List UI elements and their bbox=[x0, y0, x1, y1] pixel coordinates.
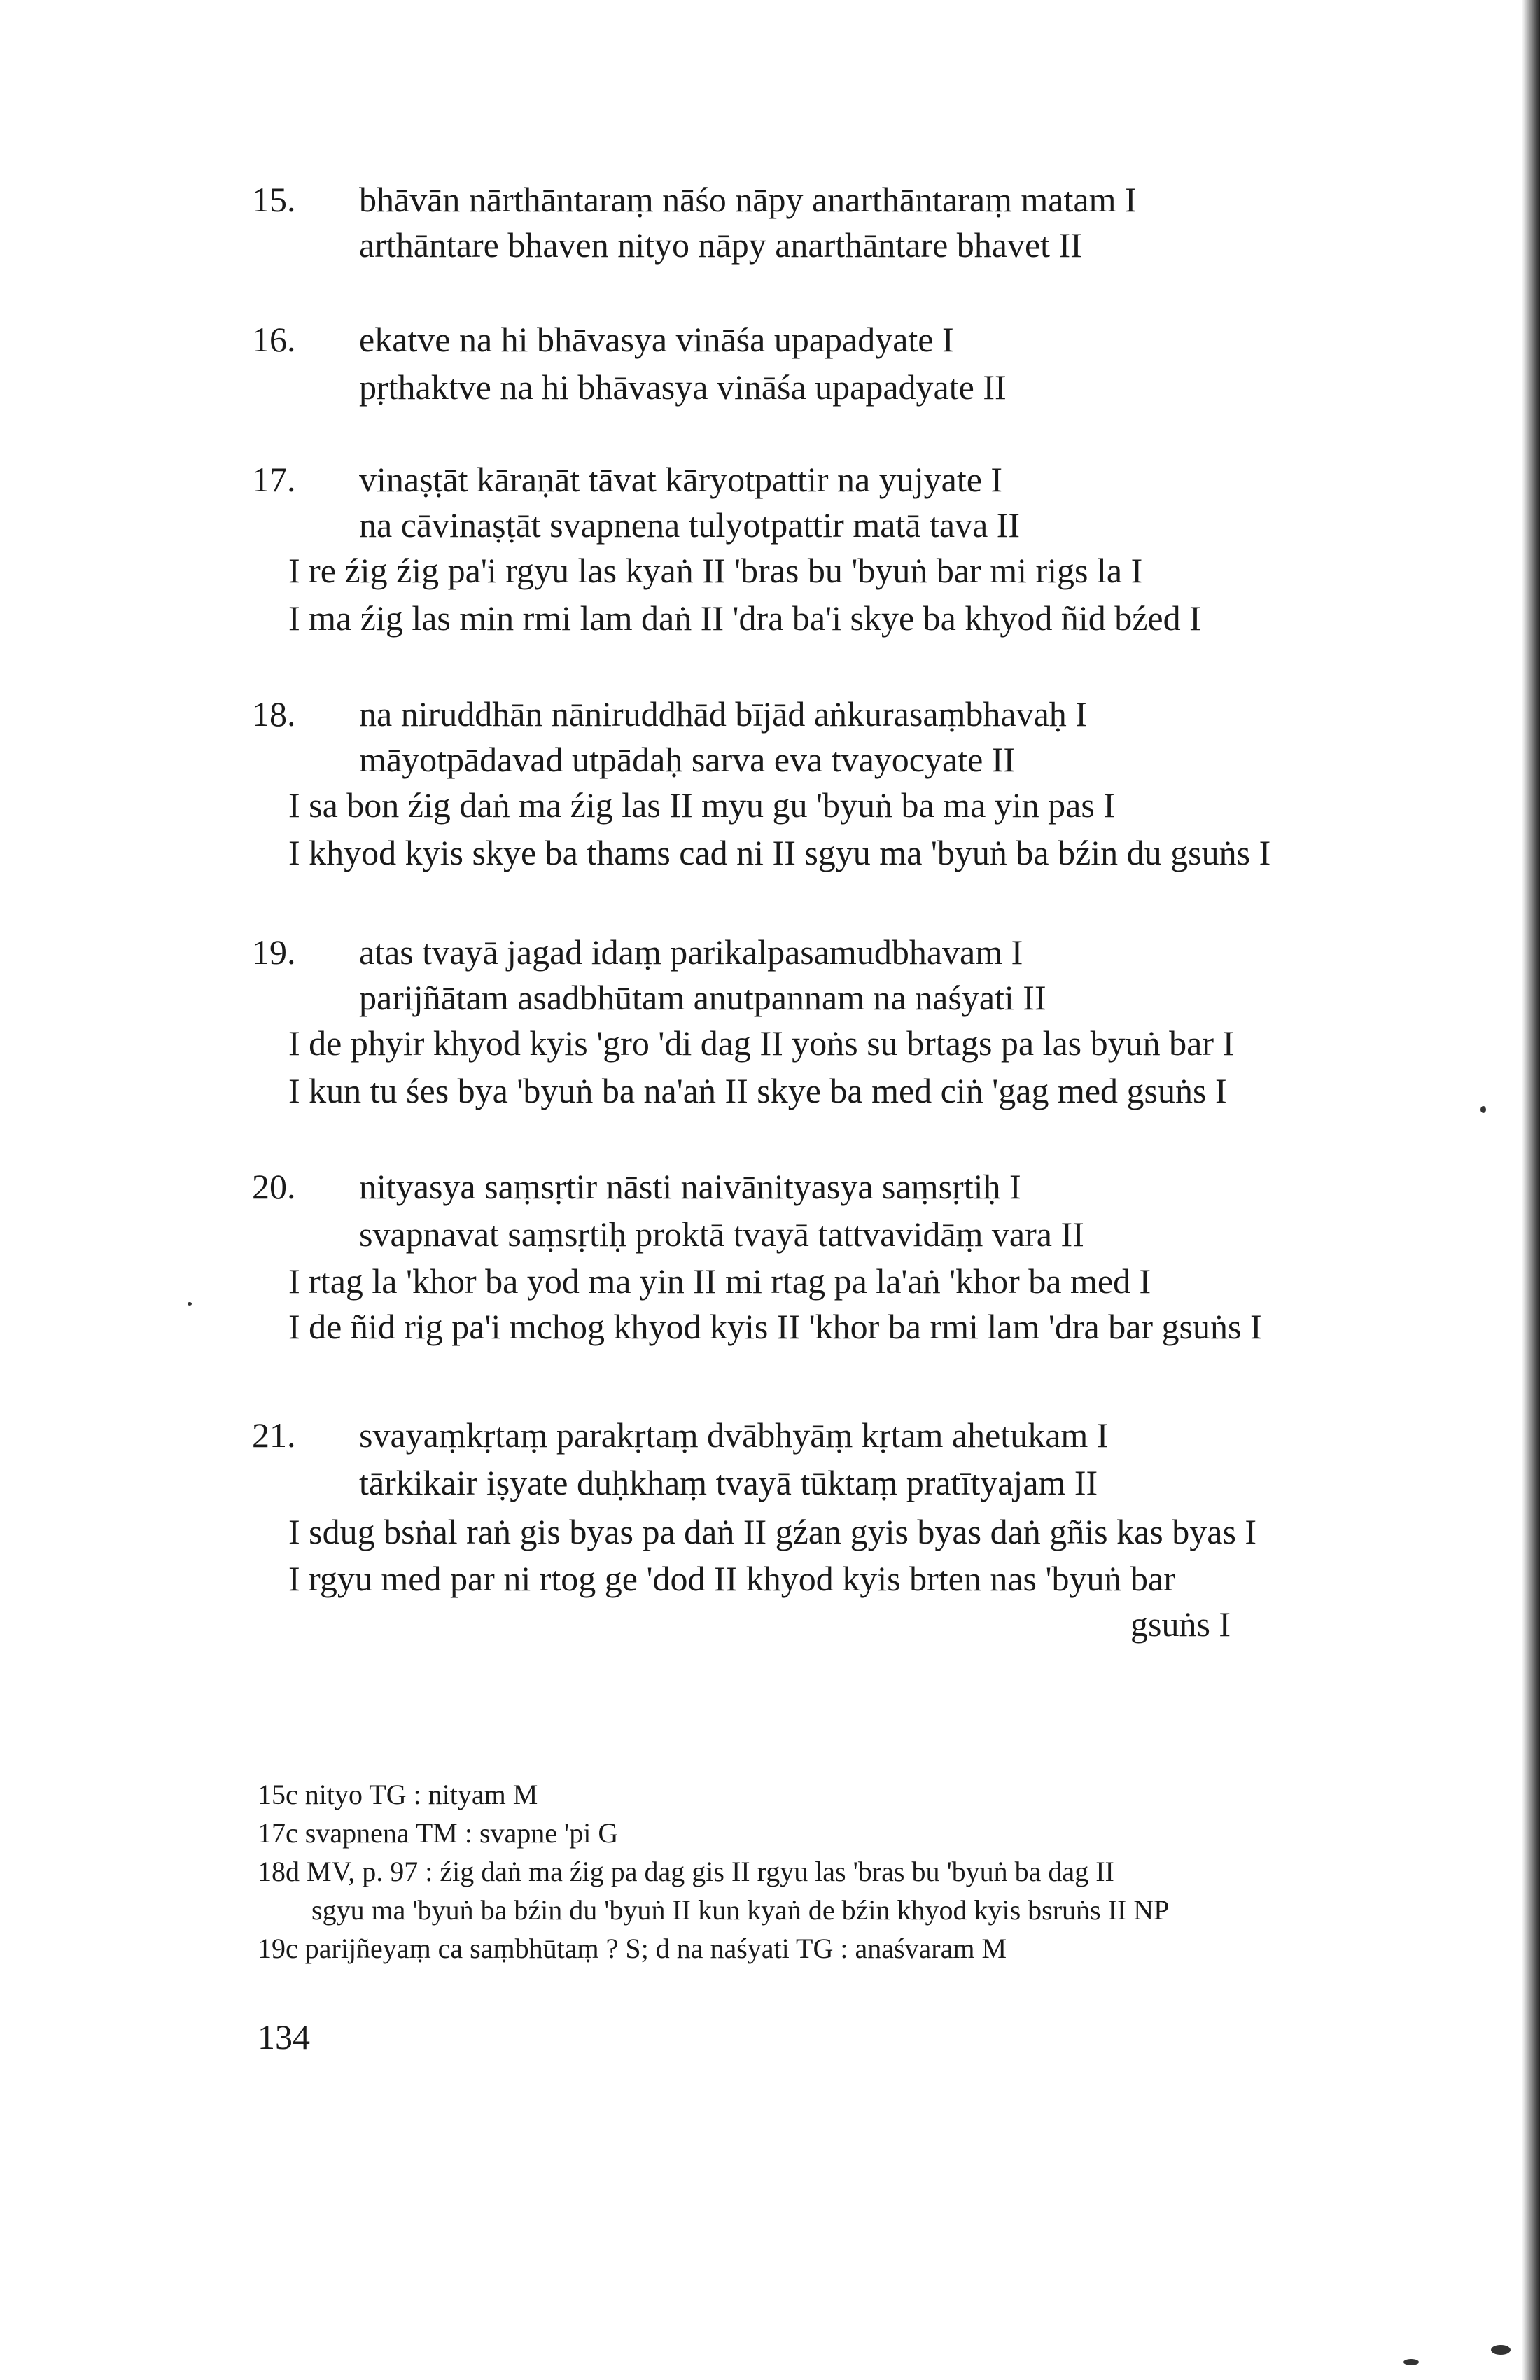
footnote: 18d MV, p. 97 : źig daṅ ma źig pa dag gis II rgyu las 'bras bu 'byuṅ ba dag II bbox=[258, 1856, 1114, 1887]
sanskrit-line: na niruddhān nāniruddhād bījād aṅkurasaṃbhavaḥ I bbox=[359, 694, 1087, 734]
footnote: 19c parijñeyaṃ ca saṃbhūtaṃ ? S; d na naśyati TG : anaśvaram M bbox=[258, 1933, 1007, 1964]
sanskrit-line: vinaṣṭāt kāraṇāt tāvat kāryotpattir na yujyate I bbox=[359, 460, 1003, 499]
tibetan-line: I khyod kyis skye ba thams cad ni II sgyu ma 'byuṅ ba bźin du gsuṅs I bbox=[288, 833, 1271, 872]
verse-number: 17. bbox=[252, 460, 296, 499]
verse-number: 15. bbox=[252, 180, 296, 219]
sanskrit-line: atas tvayā jagad idaṃ parikalpasamudbhavam I bbox=[359, 932, 1023, 972]
tibetan-line: I sdug bsṅal raṅ gis byas pa daṅ II gźan gyis byas daṅ gñis kas byas I bbox=[288, 1512, 1257, 1551]
sanskrit-line: svapnavat saṃsṛtiḥ proktā tvayā tattvavidāṃ vara II bbox=[359, 1214, 1084, 1254]
sanskrit-line: parijñātam asadbhūtam anutpannam na naśyati II bbox=[359, 978, 1046, 1017]
scan-speck bbox=[1491, 2345, 1511, 2355]
footnote: 17c svapnena TM : svapne 'pi G bbox=[258, 1817, 619, 1849]
tibetan-line: I rtag la 'khor ba yod ma yin II mi rtag pa la'aṅ 'khor ba med I bbox=[288, 1261, 1152, 1301]
verse-number: 21. bbox=[252, 1415, 296, 1455]
sanskrit-line: na cāvinaṣṭāt svapnena tulyotpattir matā tava II bbox=[359, 505, 1021, 545]
verse-number: 19. bbox=[252, 932, 296, 972]
verse-number: 18. bbox=[252, 694, 296, 734]
tibetan-line: I kun tu śes bya 'byuṅ ba na'aṅ II skye ba med ciṅ 'gag med gsuṅs I bbox=[288, 1071, 1227, 1110]
sanskrit-line: ekatve na hi bhāvasya vināśa upapadyate I bbox=[359, 320, 954, 359]
footnote: sgyu ma 'byuṅ ba bźin du 'byuṅ II kun kyaṅ de bźin khyod kyis bsruṅs II NP bbox=[312, 1894, 1170, 1926]
sanskrit-line: nityasya saṃsṛtir nāsti naivānityasya saṃsṛtiḥ I bbox=[359, 1167, 1021, 1206]
tibetan-line: I re źig źig pa'i rgyu las kyaṅ II 'bras bu 'byuṅ bar mi rigs la I bbox=[288, 551, 1143, 590]
sanskrit-line: bhāvān nārthāntaraṃ nāśo nāpy anarthāntaraṃ matam I bbox=[359, 180, 1137, 219]
sanskrit-line: tārkikair iṣyate duḥkhaṃ tvayā tūktaṃ pratītyajam II bbox=[359, 1463, 1098, 1502]
scan-edge-shadow bbox=[1522, 0, 1540, 2380]
sanskrit-line: māyotpādavad utpādaḥ sarva eva tvayocyate II bbox=[359, 740, 1016, 779]
verse-number: 20. bbox=[252, 1167, 296, 1206]
tibetan-line: I sa bon źig daṅ ma źig las II myu gu 'byuṅ ba ma yin pas I bbox=[288, 785, 1115, 825]
sanskrit-line: pṛthaktve na hi bhāvasya vināśa upapadyate II bbox=[359, 368, 1007, 407]
tibetan-line: I de phyir khyod kyis 'gro 'di dag II yoṅs su brtags pa las byuṅ bar I bbox=[288, 1023, 1235, 1063]
tibetan-line-continuation: gsuṅs I bbox=[1130, 1604, 1231, 1644]
sanskrit-line: svayaṃkṛtaṃ parakṛtaṃ dvābhyāṃ kṛtam ahetukam I bbox=[359, 1415, 1109, 1455]
tibetan-line: I de ñid rig pa'i mchog khyod kyis II 'khor ba rmi lam 'dra bar gsuṅs I bbox=[288, 1307, 1262, 1346]
scan-speck bbox=[1480, 1106, 1486, 1113]
verse-number: 16. bbox=[252, 320, 296, 359]
page-number: 134 bbox=[258, 2017, 310, 2057]
footnote: 15c nityo TG : nityam M bbox=[258, 1779, 538, 1810]
tibetan-line: I ma źig las min rmi lam daṅ II 'dra ba'i skye ba khyod ñid bźed I bbox=[288, 598, 1201, 638]
scan-speck bbox=[188, 1302, 192, 1306]
sanskrit-line: arthāntare bhaven nityo nāpy anarthāntare bhavet II bbox=[359, 225, 1082, 265]
scan-speck bbox=[1404, 2359, 1419, 2365]
tibetan-line: I rgyu med par ni rtog ge 'dod II khyod kyis brten nas 'byuṅ bar bbox=[288, 1559, 1175, 1598]
